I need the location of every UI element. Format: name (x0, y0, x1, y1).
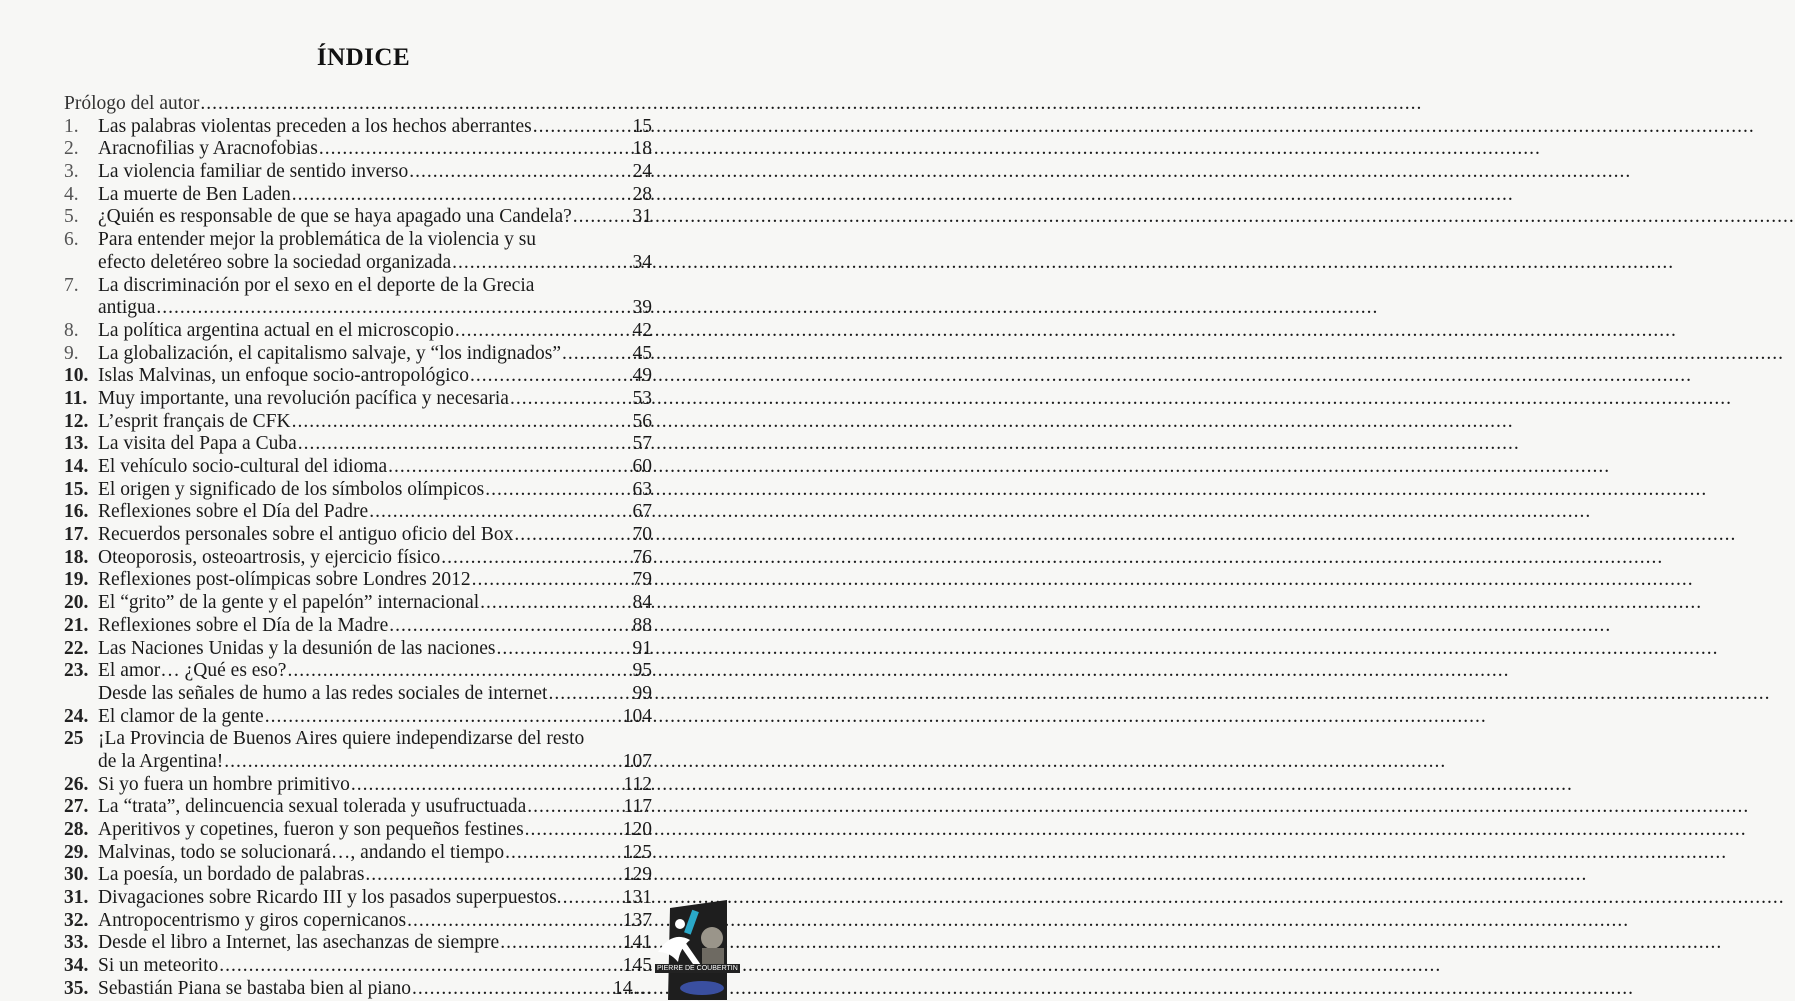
toc-entry-page: 31 (632, 206, 652, 228)
toc-entry-number: 18. (64, 546, 89, 568)
toc-entry-number: 9. (64, 342, 79, 364)
toc-entry-page: 57 (632, 433, 652, 455)
toc-entry[interactable] (64, 479, 652, 502)
toc-entry-title: Antropocentrismo y giros copernicanos (98, 909, 407, 931)
toc-entry-number: 35. (64, 977, 89, 999)
toc-entry-page: 39 (632, 297, 652, 319)
toc-entry-page: 117 (623, 796, 652, 818)
toc-entry-title: ¿Quién es responsable de que se haya apagado una Candela? (98, 206, 572, 228)
toc-entry[interactable] (64, 728, 652, 751)
dot-leader (407, 910, 622, 933)
toc-entry-page: 76 (632, 546, 652, 568)
dot-leader (319, 138, 632, 161)
toc-entry-title: La violencia familiar de sentido inverso (98, 161, 409, 183)
toc-entry-title: La visita del Papa a Cuba (98, 433, 297, 455)
dot-leader (388, 456, 631, 479)
dot-leader (563, 887, 622, 910)
toc-entry[interactable] (64, 275, 652, 298)
toc-entry-page: 129 (622, 864, 652, 886)
toc-entry-page: 131 (622, 887, 652, 909)
toc-entry-title: ¡La Provincia de Buenos Aires quiere independizarse del resto (98, 728, 585, 750)
dot-leader (514, 524, 631, 547)
dot-leader (455, 320, 632, 343)
dot-leader (452, 252, 631, 275)
toc-entry-title: El amor… ¿Qué es eso? (98, 660, 287, 682)
toc-entry-number: 23. (64, 660, 89, 682)
dot-leader (480, 592, 631, 615)
dot-leader (412, 978, 612, 1001)
toc-entry[interactable] (64, 569, 652, 592)
page-title: ÍNDICE (316, 44, 411, 71)
toc-entry-title: Aperitivos y copetines, fueron y son pequeños festines (98, 819, 524, 840)
toc-entry[interactable] (64, 683, 652, 706)
toc-entry-number: 33. (64, 932, 89, 954)
toc-entry-title: Desde las señales de humo a las redes sociales de internet (98, 682, 548, 704)
dot-leader (525, 819, 622, 842)
toc-prologue[interactable] (64, 93, 652, 116)
toc-entry-page: 104 (622, 705, 652, 727)
dot-leader (472, 569, 632, 592)
toc-entry-page: 60 (632, 456, 652, 477)
toc-entry-number: 5. (64, 206, 79, 228)
toc-entry-title: La “trata”, delincuencia sexual tolerada y usufructuada (98, 796, 527, 818)
toc-entry-number: 22. (64, 637, 89, 659)
toc-entry-page: 56 (632, 410, 652, 432)
toc-entry-title: El clamor de la gente (98, 705, 264, 727)
toc-entry-page: 63 (632, 478, 652, 500)
toc-entry-title: Aracnofilias y Aracnofobias (98, 138, 318, 160)
toc-entry-title: Las Naciones Unidas y la desunión de las naciones (98, 637, 496, 659)
table-of-contents (64, 93, 652, 1001)
toc-entry-page: 88 (632, 614, 652, 636)
toc-entry-number: 29. (64, 841, 89, 863)
toc-entry-title: La globalización, el capitalismo salvaje, y “los indignados” (98, 342, 561, 364)
toc-entry-title: La discriminación por el sexo en el deporte de la Grecia (98, 274, 535, 296)
logo-caption: PIERRE DE COUBERTIN (657, 965, 738, 972)
dot-leader (292, 184, 632, 207)
toc-entry[interactable] (64, 592, 652, 615)
dot-leader (548, 683, 631, 706)
dot-leader (287, 660, 631, 683)
toc-entry-title: El “grito” de la gente y el papelón” internacional (98, 592, 480, 614)
dot-leader (485, 479, 631, 502)
toc-entry-number: 13. (64, 433, 89, 455)
toc-entry[interactable] (64, 615, 652, 638)
toc-entry[interactable] (64, 184, 652, 207)
toc-entry-number: 2. (64, 138, 79, 160)
toc-entry-number: 17. (64, 524, 89, 546)
toc-entry[interactable] (64, 660, 652, 683)
toc-entry[interactable] (64, 343, 652, 366)
toc-entry-title: Malvinas, todo se solucionará…, andando el tiempo (98, 841, 505, 863)
toc-entry-title: Islas Malvinas, un enfoque socio-antropológico (98, 365, 469, 387)
toc-entry-title: Desde el libro a Internet, las asechanzas de siempre (98, 932, 500, 954)
toc-entry-title: Muy importante, una revolución pacífica y necesaria (98, 387, 509, 409)
toc-entry[interactable] (64, 638, 652, 661)
toc-entry-page: 84 (632, 592, 652, 614)
toc-entry[interactable] (64, 501, 652, 524)
toc-entry[interactable] (64, 320, 652, 343)
toc-entry-title: Divagaciones sobre Ricardo III y los pasados superpuestos. (98, 887, 562, 909)
toc-entry[interactable] (64, 774, 652, 797)
dot-leader (510, 388, 632, 411)
toc-entry-title: Las palabras violentas preceden a los hechos aberrantes (98, 115, 532, 137)
toc-entry-page: 137 (622, 909, 652, 931)
dot-leader (409, 161, 631, 184)
toc-entry[interactable] (64, 796, 652, 819)
toc-entry-title: de la Argentina! (98, 750, 224, 772)
toc-entry-page: 99 (632, 682, 652, 704)
toc-entry-title: Reflexiones sobre el Día del Padre (98, 501, 369, 523)
toc-entry[interactable] (64, 955, 652, 978)
toc-entry[interactable] (64, 819, 652, 842)
toc-entry-page: 70 (632, 524, 652, 546)
toc-entry-number: 1. (64, 115, 79, 137)
toc-entry-number: 4. (64, 183, 79, 205)
toc-entry[interactable] (64, 842, 652, 865)
toc-entry[interactable] (64, 116, 652, 139)
toc-entry-title: Si yo fuera un hombre primitivo (98, 773, 350, 795)
toc-entry-number: 26. (64, 773, 89, 795)
toc-entry-number: 20. (64, 592, 89, 614)
toc-entry-number: 10. (64, 365, 89, 387)
toc-entry-continuation[interactable] (64, 751, 652, 774)
toc-entry-title: El vehículo socio-cultural del idioma (98, 456, 388, 477)
toc-entry-number: 3. (64, 161, 79, 183)
toc-entry-title: efecto deletéreo sobre la sociedad organizada (98, 251, 452, 273)
toc-entry-page: 34 (632, 251, 652, 273)
dot-leader (224, 751, 621, 774)
dot-leader (156, 297, 631, 320)
toc-entry[interactable] (64, 978, 652, 1001)
dot-leader (200, 93, 651, 116)
toc-entry[interactable] (64, 161, 652, 184)
toc-entry-title: El origen y significado de los símbolos olímpicos (98, 478, 485, 500)
toc-entry-page: 67 (632, 501, 652, 523)
toc-entry[interactable] (64, 433, 652, 456)
toc-entry-number: 15. (64, 478, 89, 500)
toc-entry-number: 8. (64, 319, 79, 341)
toc-entry-title: La política argentina actual en el microscopio (98, 319, 454, 341)
toc-entry[interactable] (64, 932, 652, 955)
toc-entry[interactable] (64, 547, 652, 570)
dot-leader (500, 932, 622, 955)
toc-entry[interactable] (64, 456, 652, 479)
toc-entry[interactable] (64, 388, 652, 411)
toc-entry-title: Si un meteorito (98, 955, 219, 977)
toc-entry[interactable] (64, 887, 652, 910)
dot-leader (265, 706, 622, 729)
dot-leader (365, 864, 621, 887)
toc-entry-continuation[interactable] (64, 297, 652, 320)
toc-entry-number: 34. (64, 955, 89, 977)
toc-entry-title: Recuerdos personales sobre el antiguo oficio del Box (98, 524, 514, 546)
dot-leader (562, 343, 632, 366)
dot-leader (505, 842, 622, 865)
toc-entry-number: 24. (64, 705, 89, 727)
toc-entry-page: 45 (632, 342, 652, 364)
toc-entry-page: 15 (632, 115, 652, 137)
pierre-de-coubertin-logo-icon (650, 900, 727, 1000)
toc-entry-title: Reflexiones sobre el Día de la Madre (98, 614, 389, 636)
dot-leader (389, 615, 631, 638)
toc-entry-page: 95 (632, 660, 652, 682)
toc-entry-page: 125 (622, 841, 652, 863)
toc-entry-page: 79 (632, 569, 652, 591)
toc-entry-title: La poesía, un bordado de palabras (98, 864, 365, 886)
toc-entry-number: 11. (64, 387, 88, 409)
toc-entry-page: 120 (622, 819, 652, 840)
toc-entry[interactable] (64, 864, 652, 887)
dot-leader (533, 116, 632, 139)
toc-entry-page: 91 (632, 637, 652, 659)
toc-entry[interactable] (64, 206, 652, 229)
toc-entry-number: 19. (64, 569, 89, 591)
toc-entry-page: 24 (632, 161, 652, 183)
toc-entry[interactable] (64, 706, 652, 729)
toc-entry-page: 18 (632, 138, 652, 160)
toc-entry-number: 6. (64, 229, 79, 251)
toc-entry-number: 25 (64, 728, 84, 750)
toc-entry-number: 14. (64, 456, 89, 477)
toc-entry-number: 7. (64, 274, 79, 296)
toc-entry-title: Para entender mejor la problemática de la violencia y su (98, 229, 537, 251)
toc-entry-title: Prólogo del autor (64, 93, 200, 114)
toc-entry-page: 49 (632, 365, 652, 387)
dot-leader (351, 774, 623, 797)
toc-entry[interactable] (64, 411, 652, 434)
toc-entry-continuation[interactable] (64, 252, 652, 275)
toc-entry-number: 21. (64, 614, 89, 636)
dot-leader (219, 955, 622, 978)
toc-entry-number: 16. (64, 501, 89, 523)
toc-entry-number: 30. (64, 864, 89, 886)
toc-entry-number: 31. (64, 887, 89, 909)
dot-leader (573, 206, 632, 229)
toc-entry[interactable] (64, 910, 652, 933)
toc-entry-page: 14… (613, 977, 652, 999)
toc-entry-page: 112 (623, 773, 652, 795)
dot-leader (369, 501, 631, 524)
dot-leader (496, 638, 631, 661)
toc-entry[interactable] (64, 524, 652, 547)
toc-entry-title: Sebastián Piana se bastaba bien al piano (98, 977, 411, 999)
dot-leader (298, 433, 632, 456)
toc-entry[interactable] (64, 229, 652, 252)
toc-entry[interactable] (64, 138, 652, 161)
toc-entry-page: 53 (632, 387, 652, 409)
toc-entry-number: 32. (64, 909, 89, 931)
dot-leader (527, 796, 622, 819)
dot-leader (470, 365, 632, 388)
toc-entry-page: 141 (622, 932, 652, 954)
toc-entry-title: antigua (98, 297, 156, 319)
toc-entry-page: 145 (622, 955, 652, 977)
toc-entry[interactable] (64, 365, 652, 388)
toc-entry-number: 27. (64, 796, 89, 818)
toc-entry-page: 107 (622, 750, 652, 772)
toc-entry-title: La muerte de Ben Laden (98, 183, 291, 205)
toc-entry-number: 12. (64, 410, 89, 432)
dot-leader (292, 411, 632, 434)
dot-leader (441, 547, 631, 570)
toc-entry-page: 42 (632, 319, 652, 341)
toc-entry-title: Reflexiones post-olímpicas sobre Londres 2012 (98, 569, 471, 591)
toc-entry-title: Oteoporosis, osteoartrosis, y ejercicio físico (98, 546, 441, 568)
toc-entry-title: L’esprit français de CFK (98, 410, 291, 432)
toc-entry-page: 28 (632, 183, 652, 205)
toc-entry-number: 28. (64, 819, 89, 840)
